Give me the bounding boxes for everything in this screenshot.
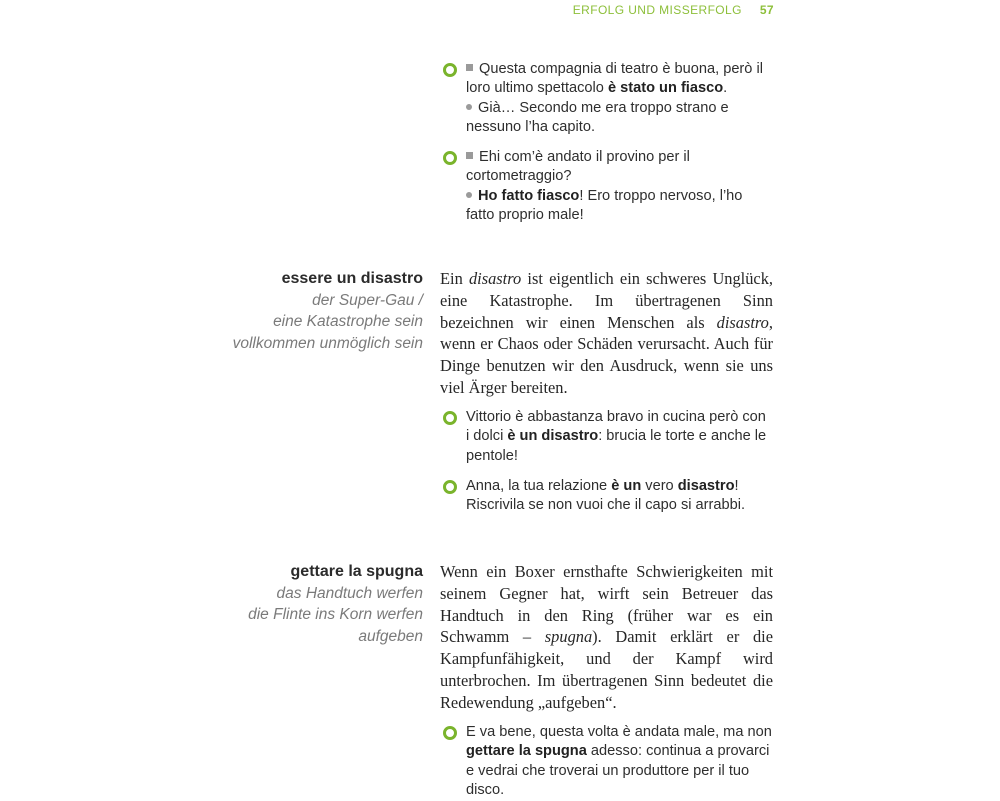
speaker-dot-icon bbox=[466, 104, 472, 110]
headword: gettare la spugna bbox=[290, 563, 423, 580]
body-text: ). Damit erklärt er die Kampfunfähigkeit, und der Kampf wird unterbrochen. Im übertragenen Sinn bedeutet die Redewendung „aufgeben“. bbox=[440, 627, 773, 712]
example-text-part: Vittorio è abbastanza bravo in cucina però con i dolci bbox=[466, 409, 766, 445]
example-block bbox=[443, 60, 773, 138]
example-text-part: ! Riscrivila se non vuoi che il capo si arrabbi. bbox=[466, 478, 746, 514]
body-text: Ein bbox=[440, 269, 469, 288]
entry-headword-block bbox=[163, 561, 423, 647]
gloss-line: die Flinte ins Korn werfen bbox=[248, 606, 423, 624]
speaker-square-icon bbox=[466, 64, 473, 71]
body-italic: spugna bbox=[544, 627, 593, 647]
example-text-part: Già… Secondo me era troppo strano e nessuno l’ha capito. bbox=[466, 99, 729, 136]
gloss-line: das Handtuch werfen bbox=[276, 584, 423, 602]
example-highlight: è stato un fiasco bbox=[607, 80, 724, 97]
example-highlight: è un bbox=[611, 478, 642, 494]
example-text bbox=[466, 477, 773, 516]
speaker-dot-icon bbox=[466, 192, 472, 198]
example-highlight: è un disastro bbox=[507, 428, 599, 445]
example-text bbox=[466, 60, 773, 138]
gloss-line: eine Katastrophe sein bbox=[273, 313, 423, 331]
example-highlight: Ho fatto fiasco bbox=[478, 187, 580, 204]
example-text-part: Questa compagnia di teatro è buona, però il loro ultimo spettacolo bbox=[466, 61, 763, 97]
entry-explanation bbox=[440, 268, 773, 399]
chapter-title: ERFOLG UND MISSERFOLG bbox=[572, 3, 742, 17]
example-ring-icon bbox=[443, 480, 457, 494]
example-ring-icon bbox=[443, 151, 457, 165]
body-italic: disastro bbox=[716, 312, 769, 332]
example-text-part: ! Ero troppo nervoso, l’ho fatto proprio male! bbox=[466, 187, 743, 224]
example-text bbox=[466, 148, 773, 226]
example-text-part: Anna, la tua relazione bbox=[466, 478, 612, 494]
entry-explanation bbox=[440, 561, 773, 714]
example-text bbox=[466, 723, 773, 801]
example-block bbox=[443, 723, 773, 801]
example-highlight: disastro bbox=[677, 478, 735, 494]
example-text-part: : brucia le torte e anche le pentole! bbox=[466, 428, 767, 464]
example-ring-icon bbox=[443, 63, 457, 77]
gloss-line: aufgeben bbox=[358, 627, 423, 645]
example-ring-icon bbox=[443, 726, 457, 740]
example-text-part: vero bbox=[641, 478, 678, 494]
example-block bbox=[443, 408, 773, 466]
running-header bbox=[560, 3, 774, 17]
body-text: ist eigentlich ein schweres Unglück, eine Katastrophe. Im übertragenen Sinn bezeichnen wir einen Menschen als bbox=[440, 269, 773, 332]
example-ring-icon bbox=[443, 411, 457, 425]
example-block bbox=[443, 148, 773, 226]
example-highlight: gettare la spugna bbox=[466, 743, 587, 760]
example-text-part: . bbox=[723, 80, 728, 97]
entry-headword-block bbox=[163, 268, 423, 354]
example-text-part: Ehi com’è andato il provino per il cortometraggio? bbox=[466, 149, 690, 185]
example-text-part: adesso: continua a provarci e vedrai che troverai un produttore per il tuo disco. bbox=[466, 743, 770, 799]
body-text: Wenn ein Boxer ernsthafte Schwierigkeiten mit seinem Gegner hat, wirft sein Betreuer das Handtuch in den Ring (früher war es ein Schwamm – bbox=[440, 562, 773, 647]
example-text bbox=[466, 408, 773, 466]
gloss-line: vollkommen unmöglich sein bbox=[232, 334, 423, 352]
page-number: 57 bbox=[759, 3, 774, 17]
speaker-square-icon bbox=[466, 152, 473, 159]
example-text-part: E va bene, questa volta è andata male, ma non bbox=[466, 724, 772, 740]
headword: essere un disastro bbox=[281, 270, 423, 287]
body-italic: disastro bbox=[468, 269, 522, 288]
body-text: , wenn er Chaos oder Schäden verursacht. Auch für Dinge benutzen wir den Ausdruck, wenn sie uns viel Ärger bereiten. bbox=[440, 312, 773, 397]
example-block bbox=[443, 477, 773, 516]
gloss-line: der Super-Gau / bbox=[312, 291, 423, 309]
